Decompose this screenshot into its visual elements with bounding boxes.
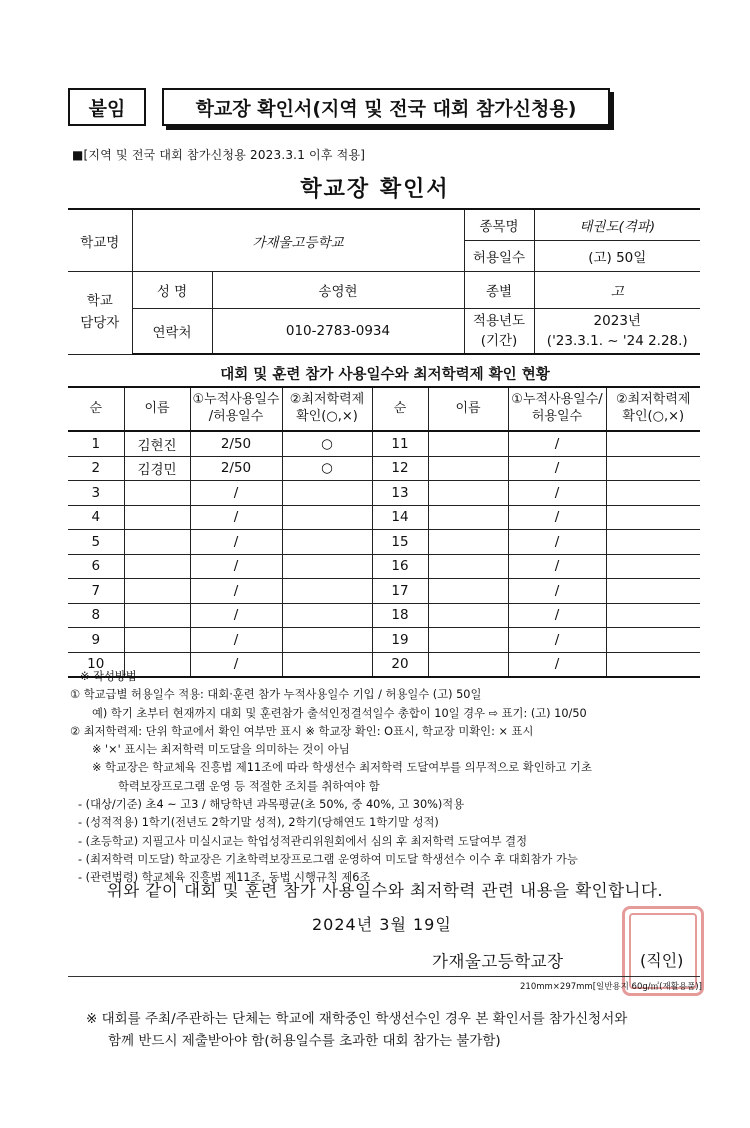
note-item: 예) 학기 초부터 현재까지 대회 및 훈련참가 출석인정결석일수 총합이 10일 경우 ⇨ 표기: (고) 10/50 [92,706,587,720]
used-days-right: / [508,481,606,506]
table-row [68,456,700,481]
row-number-left: 9 [68,628,124,653]
teacher-label [68,272,132,355]
footer-line: ※ 대회를 주최/주관하는 단체는 학교에 재학중인 학생선수인 경우 본 확인서를 참가신청서와 [86,1011,628,1027]
used-days-left: / [190,603,282,628]
teacher-label-line1: 학교 [86,293,113,310]
header-check-right-line1: ②최저학력제 [616,392,691,408]
row-number-right: 20 [372,652,428,677]
row-number-left: 5 [68,530,124,555]
student-name-left [124,603,190,628]
row-number-right: 16 [372,554,428,579]
level-value: 고 [534,272,700,309]
student-name-right [428,554,508,579]
year-label-line2: (기간) [480,333,518,349]
used-days-right: / [508,505,606,530]
row-number-left: 10 [68,652,124,677]
year-value [534,309,700,355]
achievement-check-left [282,628,372,653]
note-item: ① 학교급별 허용일수 적용: 대회·훈련 참가 누적사용일수 기입 / 허용일수 (고) 50일 [70,688,482,702]
achievement-check-left [282,505,372,530]
used-days-left: / [190,554,282,579]
allowed-days-value: (고) 50일 [534,241,700,272]
contact-label: 연락처 [132,309,212,355]
row-number-left: 3 [68,481,124,506]
note-item: 학력보장프로그램 운영 등 적절한 조치를 취하여야 함 [118,779,380,793]
table-row [68,554,700,579]
header-check-left [282,387,372,431]
row-number-right: 11 [372,431,428,456]
row-number-right: 13 [372,481,428,506]
issue-date: 2024년 3월 19일 [312,915,452,934]
school-name-label: 학교명 [68,209,132,272]
divider [68,976,700,977]
header-no-left: 순 [68,387,124,431]
name-value: 송영현 [212,272,464,309]
note-item: ※ 학교장은 학교체육 진흥법 제11조에 따라 학생선수 최저학력 도달여부를 의무적으로 확인하고 기초 [92,761,592,775]
note-item: - (대상/기준) 초4 ~ 고3 / 해당학년 과목평균(초 50%, 중 40%, 고 30%)적용 [78,798,465,812]
student-name-left: 김현진 [124,431,190,456]
header-check-right [606,387,700,431]
seal-label: (직인) [640,951,684,970]
achievement-check-right [606,431,700,456]
student-name-left [124,505,190,530]
table-header-row [68,387,700,431]
row-number-left: 2 [68,456,124,481]
student-name-right [428,456,508,481]
header-days-left-line2: /허용일수 [208,409,264,424]
note-item: - (최저학력 미도달) 학교장은 기초학력보장프로그램 운영하여 미도달 학생선수 이수 후 대회참가 가능 [78,852,578,866]
header-no-right: 순 [372,387,428,431]
header-name-right: 이름 [428,387,508,431]
paper-spec: 210mm×297mm[일반용지 60g/㎡(재활용품)] [520,982,702,992]
row-number-right: 17 [372,579,428,604]
principal-signature: 가재울고등학교장 [432,952,564,971]
used-days-left: / [190,481,282,506]
row-number-right: 14 [372,505,428,530]
name-label: 성 명 [132,272,212,309]
teacher-label-line2: 담당자 [80,314,120,331]
attachment-label: 붙임 [68,88,146,126]
table-row [68,603,700,628]
achievement-check-left [282,579,372,604]
form-title: 학교장 확인서(지역 및 전국 대회 참가신청용) [162,88,610,126]
header-name-left: 이름 [124,387,190,431]
achievement-check-left [282,603,372,628]
row-number-right: 19 [372,628,428,653]
achievement-check-left [282,530,372,555]
participation-table [68,386,700,678]
used-days-right: / [508,628,606,653]
confirmation-statement: 위와 같이 대회 및 훈련 참가 사용일수와 최저학력 관련 내용을 확인합니다. [106,881,664,900]
student-name-left: 김경민 [124,456,190,481]
student-name-right [428,579,508,604]
row-number-right: 15 [372,530,428,555]
used-days-left: / [190,628,282,653]
row-number-left: 8 [68,603,124,628]
info-table [68,208,700,355]
table-row [68,530,700,555]
student-name-left [124,530,190,555]
row-number-left: 4 [68,505,124,530]
achievement-check-right [606,481,700,506]
footer-note [86,1008,726,1052]
header-days-right-line2: 허용일수 [531,409,583,424]
student-name-right [428,505,508,530]
header-check-right-line2: 확인(○,×) [622,409,685,424]
school-name-value: 가재울고등학교 [132,209,464,272]
row-number-right: 12 [372,456,428,481]
event-label: 종목명 [464,209,534,241]
year-text: 2023년 [593,312,641,329]
note-item: ※ '×' 표시는 최저학력 미도달을 의미하는 것이 아님 [92,743,350,757]
achievement-check-left [282,554,372,579]
header-days-right [508,387,606,431]
achievement-check-right [606,554,700,579]
student-name-left [124,628,190,653]
table-row [68,579,700,604]
used-days-right: / [508,530,606,555]
student-name-left [124,481,190,506]
used-days-left: / [190,505,282,530]
achievement-check-left [282,481,372,506]
document-title: 학교장 확인서 [300,177,450,202]
achievement-check-right [606,456,700,481]
used-days-left: 2/50 [190,456,282,481]
used-days-left: 2/50 [190,431,282,456]
achievement-check-right [606,579,700,604]
used-days-left: / [190,652,282,677]
used-days-right: / [508,652,606,677]
header-check-left-line2: 확인(○,×) [296,409,358,424]
allowed-days-label: 허용일수 [464,241,534,272]
achievement-check-right [606,603,700,628]
level-label: 종별 [464,272,534,309]
table-row [68,628,700,653]
student-name-left [124,554,190,579]
row-number-left: 1 [68,431,124,456]
student-name-right [428,481,508,506]
used-days-right: / [508,603,606,628]
used-days-right: / [508,431,606,456]
used-days-right: / [508,554,606,579]
table-row [68,481,700,506]
period-text: ('23.3.1. ~ '24 2.28.) [546,333,688,349]
used-days-left: / [190,579,282,604]
student-name-left [124,579,190,604]
writing-instructions [70,668,730,888]
table-row [68,431,700,456]
event-value: 태권도(격파) [534,209,700,241]
achievement-check-right [606,505,700,530]
used-days-right: / [508,579,606,604]
used-days-left: / [190,530,282,555]
table-row [68,505,700,530]
applicability-note: ■[지역 및 전국 대회 참가신청용 2023.3.1 이후 적용] [72,148,366,162]
note-item: - (성적적용) 1학기(전년도 2학기말 성적), 2학기(당해연도 1학기말 성적) [78,816,439,830]
header-days-right-line1: ①누적사용일수/ [511,392,603,408]
achievement-check-left: ○ [282,431,372,456]
year-label-line1: 적용년도 [472,312,526,329]
header-days-left [190,387,282,431]
section-title: 대회 및 훈련 참가 사용일수와 최저학력제 확인 현황 [220,367,550,383]
header-days-left-line1: ①누적사용일수 [192,392,280,408]
row-number-left: 6 [68,554,124,579]
achievement-check-right [606,628,700,653]
achievement-check-right [606,530,700,555]
used-days-right: / [508,456,606,481]
header-check-left-line1: ②최저학력제 [289,392,365,408]
student-name-right [428,603,508,628]
student-name-right [428,431,508,456]
note-item: ② 최저학력제: 단위 학교에서 확인 여부만 표시 ※ 학교장 확인: O표시, 학교장 미확인: × 표시 [70,724,534,738]
note-item: - (관련법령) 학교체육 진흥법 제11조, 동법 시행규칙 제6조 [78,871,371,885]
student-name-right [428,530,508,555]
notes-heading: ※ 작성방법 [80,670,137,683]
student-name-right [428,628,508,653]
contact-value: 010-2783-0934 [212,309,464,355]
year-label [464,309,534,355]
note-item: - (초등학교) 지필고사 미실시교는 학업성적관리위원회에서 심의 후 최저학력 도달여부 결정 [78,834,527,848]
row-number-right: 18 [372,603,428,628]
achievement-check-left: ○ [282,456,372,481]
footer-line: 함께 반드시 제출받아야 함(허용일수를 초과한 대회 참가는 불가함) [108,1033,501,1049]
row-number-left: 7 [68,579,124,604]
